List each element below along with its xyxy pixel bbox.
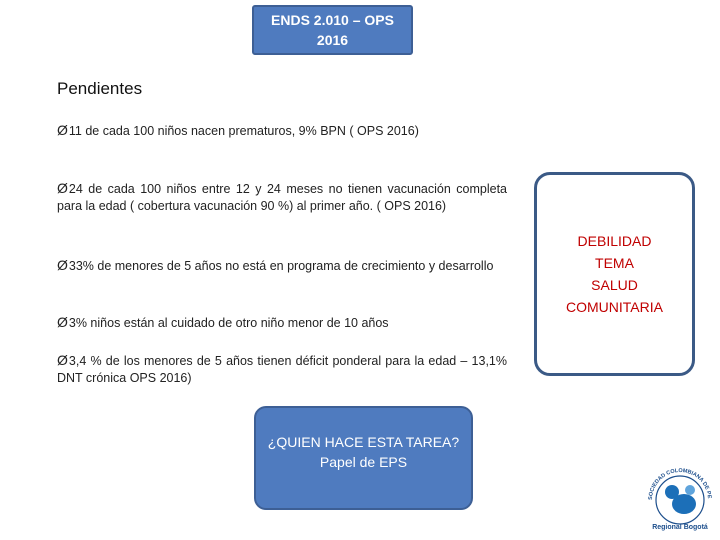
bullet-text: 33% de menores de 5 años no está en programa de crecimiento y desarrollo: [68, 259, 494, 273]
bullet-arrow-icon: Ø: [57, 314, 68, 330]
weakness-line-1: DEBILIDAD: [577, 233, 652, 249]
logo-ring-textpath: SOCIEDAD COLOMBIANA DE PE: [647, 467, 713, 501]
logo-figure-body: [672, 494, 696, 514]
bullet-item: [57, 122, 507, 140]
bullet-arrow-icon: Ø: [57, 257, 68, 273]
bullet-text: 3% niños están al cuidado de otro niño menor de 10 años: [68, 316, 389, 330]
bullet-text: 24 de cada 100 niños entre 12 y 24 meses no tienen vacunación completa para la edad ( cobertura vacunación 90 %) al primer año. ( OPS 2016): [57, 182, 507, 213]
bullet-item: [57, 180, 507, 215]
title-box: [252, 5, 413, 55]
weakness-line-3: SALUD: [591, 277, 638, 293]
weakness-line-2: TEMA: [595, 255, 634, 271]
logo-caption: Regional Bogotá: [652, 524, 708, 531]
bullet-arrow-icon: Ø: [57, 122, 68, 138]
bullet-item: [57, 314, 507, 332]
bullet-text: 11 de cada 100 niños nacen prematuros, 9% BPN ( OPS 2016): [68, 124, 419, 138]
section-heading: Pendientes: [57, 79, 143, 98]
bullet-text: 3,4 % de los menores de 5 años tienen déficit ponderal para la edad – 13,1% DNT crónica OPS 2016): [57, 354, 507, 385]
title-line-2: 2016: [316, 32, 349, 48]
question-line-2: Papel de EPS: [319, 454, 408, 470]
question-box: [254, 406, 473, 510]
bullet-item: [57, 257, 507, 275]
bullet-arrow-icon: Ø: [57, 180, 68, 196]
weakness-line-4: COMUNITARIA: [566, 299, 663, 315]
question-line-1: ¿QUIEN HACE ESTA TAREA?: [267, 434, 460, 450]
logo-figure-small: [685, 485, 695, 495]
title-line-1: ENDS 2.010 – OPS: [271, 12, 394, 28]
bullet-item: [57, 352, 507, 387]
weakness-text: [566, 230, 663, 318]
weakness-box: [534, 172, 695, 376]
bullet-arrow-icon: Ø: [57, 352, 68, 368]
